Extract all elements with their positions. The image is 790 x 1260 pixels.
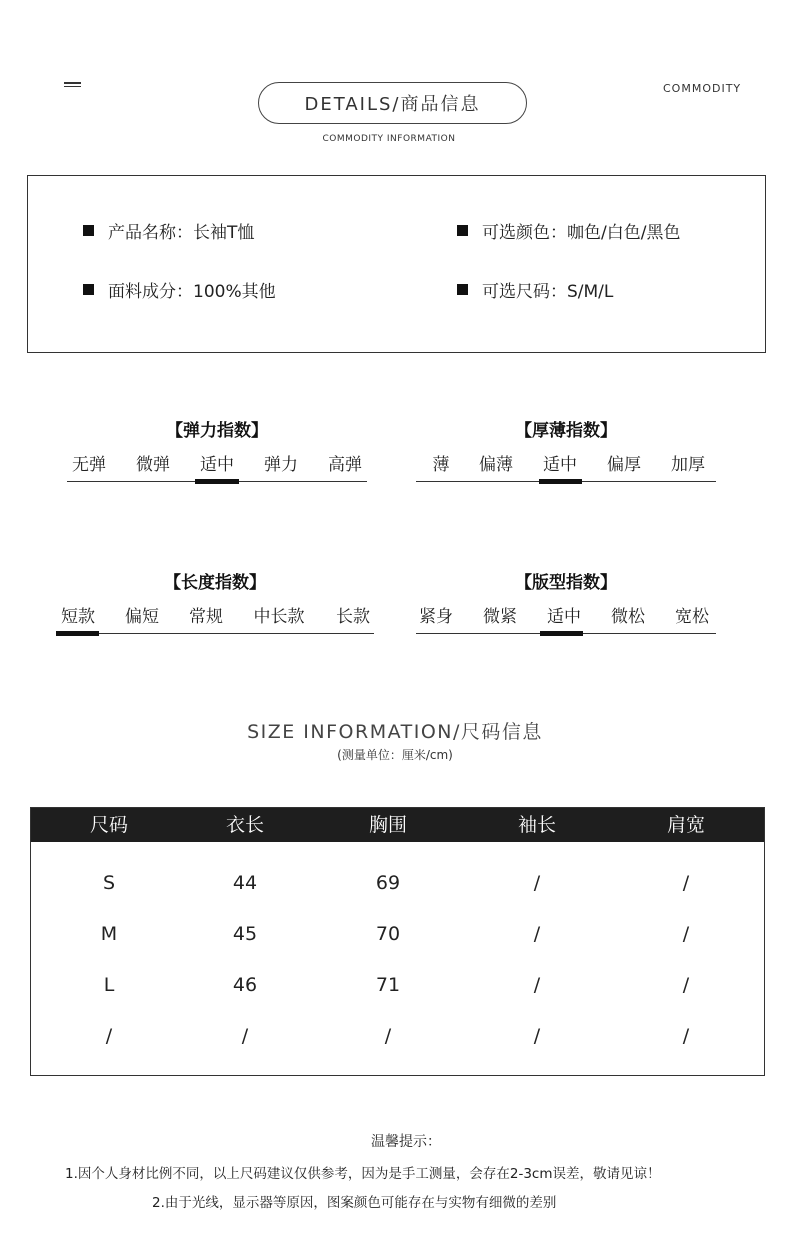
detail-colors-text: 可选颜色：咖色/白色/黑色 bbox=[482, 223, 681, 243]
bullet-square-icon bbox=[457, 284, 468, 295]
table-cell: / bbox=[384, 1025, 392, 1047]
scale-option: 常规 bbox=[189, 607, 223, 627]
elasticity-scale bbox=[67, 450, 367, 482]
table-cell: / bbox=[533, 923, 541, 945]
menu-icon[interactable] bbox=[64, 82, 81, 88]
bullet-square-icon bbox=[457, 225, 468, 236]
table-cell: / bbox=[533, 872, 541, 894]
size-table bbox=[30, 807, 765, 1076]
scale-option-selected: 适中 bbox=[543, 455, 577, 475]
size-info-unit: (测量单位：厘米/cm) bbox=[337, 748, 453, 762]
scale-option: 无弹 bbox=[72, 455, 106, 475]
table-cell: 69 bbox=[375, 872, 401, 894]
table-cell: / bbox=[105, 1025, 113, 1047]
scale-option: 中长款 bbox=[253, 607, 305, 627]
scale-selected-marker bbox=[56, 631, 99, 636]
scale-option: 微紧 bbox=[483, 607, 517, 627]
details-title: DETAILS/商品信息 bbox=[258, 82, 527, 124]
size-info-title: SIZE INFORMATION/尺码信息 bbox=[247, 721, 543, 743]
table-cell: / bbox=[241, 1025, 249, 1047]
scale-option: 微弹 bbox=[136, 455, 170, 475]
detail-fabric bbox=[83, 277, 276, 302]
tip-line-2: 2.由于光线，显示器等原因，图案颜色可能存在与实物有细微的差别 bbox=[152, 1195, 557, 1211]
scale-option: 高弹 bbox=[328, 455, 362, 475]
header-cell: 袖长 bbox=[517, 814, 557, 836]
table-cell: / bbox=[682, 923, 690, 945]
elasticity-index-title: 【弹力指数】 bbox=[166, 421, 268, 441]
scale-option: 弹力 bbox=[264, 455, 298, 475]
scale-option: 偏短 bbox=[125, 607, 159, 627]
header-cell: 尺码 bbox=[89, 814, 129, 836]
thickness-scale bbox=[416, 450, 716, 482]
scale-option-selected: 适中 bbox=[200, 455, 234, 475]
table-cell: 44 bbox=[232, 872, 258, 894]
scale-option: 宽松 bbox=[675, 607, 709, 627]
table-cell: 71 bbox=[375, 974, 401, 996]
table-cell: / bbox=[682, 974, 690, 996]
fit-index-title: 【版型指数】 bbox=[515, 573, 617, 593]
table-cell: S bbox=[102, 872, 116, 894]
table-cell: 70 bbox=[375, 923, 401, 945]
header-cell: 衣长 bbox=[225, 814, 265, 836]
scale-option: 长款 bbox=[336, 607, 370, 627]
table-cell: / bbox=[682, 872, 690, 894]
thickness-index bbox=[416, 416, 716, 486]
table-cell: 46 bbox=[232, 974, 258, 996]
header-cell: 胸围 bbox=[368, 814, 408, 836]
table-cell: / bbox=[533, 974, 541, 996]
table-cell: / bbox=[533, 1025, 541, 1047]
table-cell: M bbox=[100, 923, 118, 945]
length-scale bbox=[56, 602, 374, 634]
elasticity-index bbox=[67, 416, 367, 486]
length-index bbox=[56, 568, 374, 638]
scale-selected-marker bbox=[540, 631, 583, 636]
table-cell: 45 bbox=[232, 923, 258, 945]
scale-option: 偏厚 bbox=[607, 455, 641, 475]
tips-title: 温馨提示： bbox=[371, 1134, 441, 1150]
scale-option-selected: 短款 bbox=[61, 607, 95, 627]
detail-colors bbox=[457, 218, 680, 243]
detail-fabric-text: 面料成分：100%其他 bbox=[108, 282, 276, 302]
top-right-label: COMMODITY bbox=[663, 82, 742, 95]
scale-option: 紧身 bbox=[419, 607, 453, 627]
bullet-square-icon bbox=[83, 225, 94, 236]
table-cell: / bbox=[682, 1025, 690, 1047]
scale-option-selected: 适中 bbox=[547, 607, 581, 627]
table-cell: L bbox=[103, 974, 115, 996]
size-table-header bbox=[31, 808, 764, 842]
thickness-index-title: 【厚薄指数】 bbox=[515, 421, 617, 441]
product-details-box bbox=[27, 175, 766, 353]
detail-product-name bbox=[83, 218, 254, 243]
detail-sizes bbox=[457, 277, 613, 302]
detail-sizes-text: 可选尺码：S/M/L bbox=[482, 282, 614, 302]
scale-option: 微松 bbox=[611, 607, 645, 627]
scale-option: 薄 bbox=[432, 455, 450, 475]
details-subtitle: COMMODITY INFORMATION bbox=[322, 134, 456, 144]
length-index-title: 【长度指数】 bbox=[164, 573, 266, 593]
fit-index bbox=[416, 568, 716, 638]
fit-scale bbox=[416, 602, 716, 634]
bullet-square-icon bbox=[83, 284, 94, 295]
scale-selected-marker bbox=[195, 479, 239, 484]
scale-selected-marker bbox=[539, 479, 582, 484]
tip-line-1: 1.因个人身材比例不同，以上尺码建议仅供参考，因为是手工测量，会存在2-3cm误差，敬请见谅！ bbox=[65, 1166, 661, 1182]
scale-option: 加厚 bbox=[671, 455, 705, 475]
scale-option: 偏薄 bbox=[479, 455, 513, 475]
detail-product-name-text: 产品名称：长袖T恤 bbox=[108, 223, 255, 243]
header-cell: 肩宽 bbox=[666, 814, 706, 836]
scale-line bbox=[56, 633, 374, 634]
